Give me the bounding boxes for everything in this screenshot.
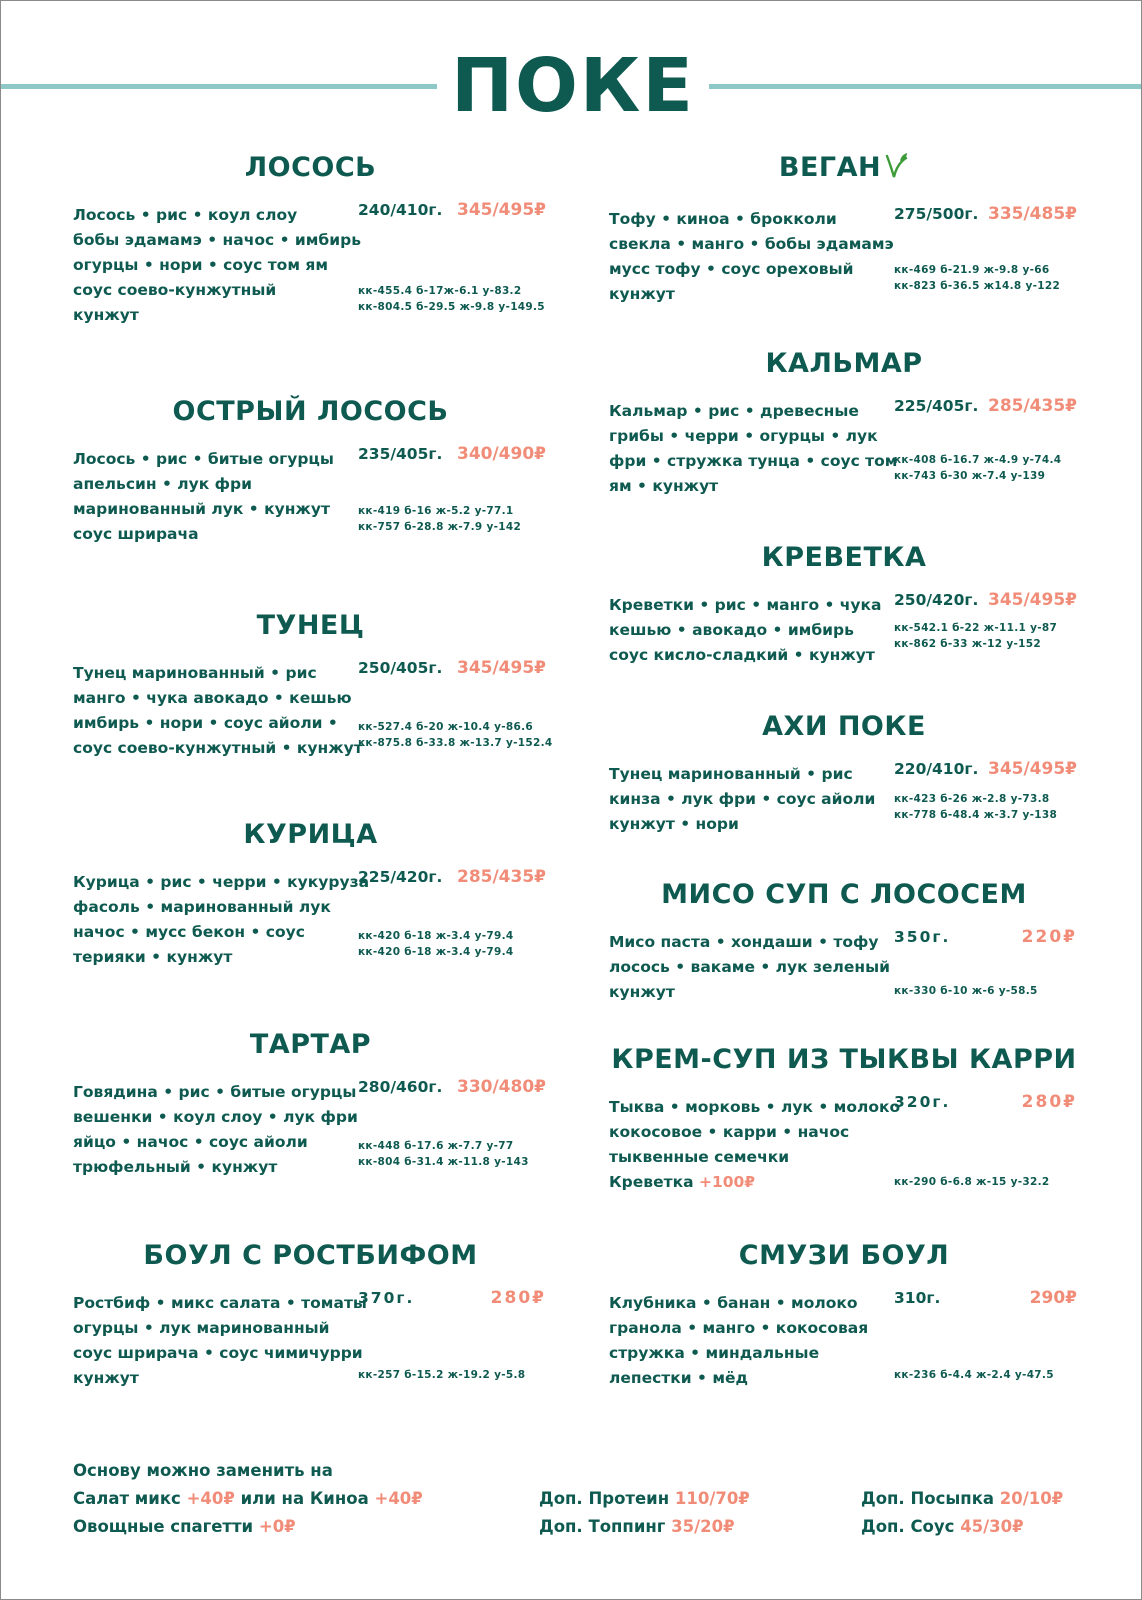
nutrition-line: кк-408 б-16.7 ж-4.9 у-74.4 — [894, 454, 1062, 466]
nutrition-line: кк-290 б-6.8 ж-15 у-32.2 — [894, 1176, 1050, 1188]
nutrition-line: кк-257 б-15.2 ж-19.2 у-5.8 — [358, 1369, 526, 1381]
item-price: 345/495₽ — [456, 200, 546, 220]
desc-line: фри • стружка тунца • соус том — [609, 452, 898, 470]
item-description — [609, 762, 889, 837]
item-body — [609, 1092, 1079, 1195]
nutrition-line: кк-448 б-17.6 ж-7.7 у-77 — [358, 1140, 514, 1152]
item-nutrition — [894, 791, 1057, 823]
item-description — [73, 661, 363, 761]
item-description — [73, 870, 370, 970]
item-body — [609, 204, 1079, 307]
nutrition-line: кк-804.5 б-29.5 ж-9.8 у-149.5 — [358, 301, 545, 313]
item-body — [73, 444, 548, 547]
nutrition-line: кк-236 б-4.4 ж-2.4 у-47.5 — [894, 1369, 1054, 1381]
nutrition-line: кк-778 б-48.4 ж-3.7 у-138 — [894, 809, 1058, 821]
desc-line: соус шрирача — [73, 525, 199, 543]
item-description — [609, 1291, 889, 1391]
desc-line: соус соево-кунжутный • кунжут — [73, 739, 363, 757]
desc-line: кунжут — [609, 983, 675, 1001]
desc-line: Тофу • киноа • брокколи — [609, 210, 837, 228]
item-nutrition — [894, 620, 1057, 652]
desc-line: ям • кунжут — [609, 477, 719, 495]
item-body — [73, 200, 548, 328]
item-nutrition — [358, 1367, 525, 1383]
nutrition-line: кк-527.4 б-20 ж-10.4 у-86.6 — [358, 721, 534, 733]
item-body — [73, 867, 548, 970]
item-description — [609, 1095, 901, 1195]
nutrition-line: кк-757 б-28.8 ж-7.9 у-142 — [358, 521, 522, 533]
menu-item-vegan — [609, 151, 1079, 307]
nutrition-line: кк-420 б-18 ж-3.4 у-79.4 — [358, 946, 514, 958]
item-description — [73, 1080, 358, 1180]
item-weight: 370г. — [358, 1289, 415, 1307]
page-title: ПОКЕ — [451, 43, 695, 129]
item-nutrition — [894, 262, 1060, 294]
item-price: 345/495₽ — [456, 658, 546, 678]
item-body — [73, 1288, 548, 1391]
item-description — [609, 930, 889, 1005]
menu-item-boul-rostbif — [73, 1239, 548, 1391]
item-body — [609, 759, 1079, 837]
item-nutrition — [894, 1367, 1054, 1383]
item-weight: 275/500г. — [894, 205, 979, 223]
footer-extras-1 — [539, 1485, 750, 1541]
base-line — [73, 1485, 423, 1513]
extra-label: Доп. Протеин — [539, 1489, 670, 1508]
desc-line: Тыква • морковь • лук • молоко — [609, 1098, 901, 1116]
item-nutrition — [358, 928, 514, 960]
desc-line: Лосось • рис • битые огурцы — [73, 450, 334, 468]
extra-line — [861, 1485, 1063, 1513]
item-title: ТАРТАР — [249, 1029, 372, 1060]
item-weight: 225/405г. — [894, 397, 979, 415]
item-description — [609, 593, 889, 668]
desc-line: кунжут — [73, 1369, 139, 1387]
nutrition-line: кк-423 б-26 ж-2.8 у-73.8 — [894, 793, 1050, 805]
item-weight: 350г. — [894, 928, 951, 946]
menu-item-krevetka — [609, 541, 1079, 668]
item-weight: 320г. — [894, 1093, 951, 1111]
desc-line: грибы • черри • огурцы • лук — [609, 427, 878, 445]
base-option-label: Овощные спагетти — [73, 1517, 254, 1536]
desc-line: кунжут — [609, 285, 675, 303]
menu-item-kurica — [73, 818, 548, 970]
extra-price: 45/30₽ — [960, 1517, 1024, 1536]
item-price: 220₽ — [1021, 927, 1077, 947]
menu-item-losos — [73, 151, 548, 328]
item-body — [609, 1288, 1079, 1391]
item-weight: 250/405г. — [358, 659, 443, 677]
desc-line: Лосось • рис • коул слоу — [73, 206, 298, 224]
desc-line: Клубника • банан • молоко — [609, 1294, 858, 1312]
item-price: 290₽ — [1029, 1288, 1077, 1308]
title-rule-right — [709, 84, 1141, 89]
item-description — [73, 447, 353, 547]
base-option-label: Салат микс — [73, 1489, 181, 1508]
item-body — [609, 590, 1079, 668]
menu-item-miso-soup — [609, 878, 1079, 1005]
item-nutrition — [358, 719, 553, 751]
desc-line: трюфельный • кунжут — [73, 1158, 278, 1176]
item-weight: 280/460г. — [358, 1078, 443, 1096]
item-title: КРЕВЕТКА — [761, 542, 927, 573]
extra-price: 35/20₽ — [671, 1517, 735, 1536]
nutrition-line: кк-875.8 б-33.8 ж-13.7 у-152.4 — [358, 737, 553, 749]
item-title: ЛОСОСЬ — [244, 152, 377, 183]
menu-item-kalmar — [609, 347, 1079, 499]
base-line — [73, 1513, 423, 1541]
item-title: БОУЛ С РОСТБИФОМ — [143, 1240, 478, 1271]
desc-line: Мисо паста • хондаши • тофу — [609, 933, 879, 951]
extra-line — [861, 1513, 1063, 1541]
desc-line: апельсин • лук фри — [73, 475, 252, 493]
item-body — [609, 396, 1079, 499]
desc-line: вешенки • коул слоу • лук фри — [73, 1108, 358, 1126]
item-weight: 310г. — [894, 1289, 941, 1307]
extra-line — [539, 1513, 750, 1541]
item-title: КУРИЦА — [243, 819, 378, 850]
desc-line: Тунец маринованный • рис — [73, 664, 317, 682]
item-nutrition — [358, 1138, 529, 1170]
item-title: АХИ ПОКЕ — [762, 711, 926, 742]
nutrition-line: кк-330 б-10 ж-6 у-58.5 — [894, 985, 1038, 997]
desc-line: кинза • лук фри • соус айоли — [609, 790, 876, 808]
base-option-price: +40₽ — [374, 1489, 423, 1508]
nutrition-line: кк-420 б-18 ж-3.4 у-79.4 — [358, 930, 514, 942]
desc-line: мусс тофу • соус ореховый — [609, 260, 854, 278]
item-price: 340/490₽ — [456, 444, 546, 464]
extra-price: 20/10₽ — [999, 1489, 1064, 1508]
item-price: 280₽ — [1021, 1092, 1077, 1112]
menu-item-smuzi-boul — [609, 1239, 1079, 1391]
desc-line: имбирь • нори • соус айоли • — [73, 714, 338, 732]
extra-line — [539, 1485, 750, 1513]
nutrition-line: кк-804 б-31.4 ж-11.8 у-143 — [358, 1156, 529, 1168]
item-nutrition — [358, 503, 521, 535]
item-body — [609, 927, 1079, 1005]
base-option-price: +0₽ — [258, 1517, 296, 1536]
desc-line: начос • мусс бекон • соус — [73, 923, 305, 941]
item-title: МИСО СУП С ЛОСОСЕМ — [661, 879, 1027, 910]
item-price: 335/485₽ — [987, 204, 1077, 224]
nutrition-line: кк-455.4 б-17ж-6.1 у-83.2 — [358, 285, 522, 297]
item-description — [609, 399, 898, 499]
desc-line: кунжут • нори — [609, 815, 739, 833]
item-weight: 240/410г. — [358, 201, 443, 219]
item-nutrition — [358, 283, 545, 315]
item-body — [73, 658, 553, 761]
desc-line: кунжут — [73, 306, 139, 324]
item-body — [73, 1077, 548, 1180]
desc-line: соус кисло-сладкий • кунжут — [609, 646, 875, 664]
nutrition-line: кк-542.1 б-22 ж-11.1 у-87 — [894, 622, 1058, 634]
desc-line: фасоль • маринованный лук — [73, 898, 331, 916]
desc-line: манго • чука авокадо • кешью — [73, 689, 352, 707]
extra-price: 110/70₽ — [674, 1489, 750, 1508]
desc-line: Ростбиф • микс салата • томаты — [73, 1294, 367, 1312]
leaf-icon — [883, 152, 909, 189]
desc-line: Курица • рис • черри • кукуруза — [73, 873, 370, 891]
extra-label: Креветка — [609, 1173, 694, 1191]
item-price: 345/495₽ — [987, 759, 1077, 779]
nutrition-line: кк-823 б-36.5 ж14.8 у-122 — [894, 280, 1061, 292]
item-title: ОСТРЫЙ ЛОСОСЬ — [172, 396, 449, 427]
desc-line: Тунец маринованный • рис — [609, 765, 853, 783]
desc-line: кешью • авокадо • имбирь — [609, 621, 854, 639]
extra-label: Доп. Соус — [861, 1517, 955, 1536]
nutrition-line: кк-743 б-30 ж-7.4 у-139 — [894, 470, 1046, 482]
base-option-price: +40₽ — [186, 1489, 235, 1508]
item-price: 280₽ — [490, 1288, 546, 1308]
menu-item-ostry-losos — [73, 395, 548, 547]
item-weight: 225/420г. — [358, 868, 443, 886]
menu-item-ahi-poke — [609, 710, 1079, 837]
desc-line: огурцы • лук маринованный — [73, 1319, 330, 1337]
footer-base-options — [73, 1457, 423, 1541]
menu-item-tartar — [73, 1028, 548, 1180]
item-nutrition — [894, 452, 1061, 484]
desc-line: яйцо • начос • соус айоли — [73, 1133, 308, 1151]
item-price: 285/435₽ — [987, 396, 1077, 416]
desc-line: Креветки • рис • манго • чука — [609, 596, 882, 614]
item-price: 345/495₽ — [987, 590, 1077, 610]
extra-label: Доп. Посыпка — [861, 1489, 995, 1508]
desc-line: кокосовое • карри • начос — [609, 1123, 850, 1141]
item-title: СМУЗИ БОУЛ — [738, 1240, 950, 1271]
desc-line: лепестки • мёд — [609, 1369, 749, 1387]
item-weight: 250/420г. — [894, 591, 979, 609]
title-rule-left — [1, 84, 437, 89]
desc-line: Кальмар • рис • древесные — [609, 402, 859, 420]
menu-item-krem-sup — [609, 1043, 1079, 1195]
item-description — [73, 1291, 367, 1391]
desc-line: соус шрирача • соус чимичурри — [73, 1344, 363, 1362]
desc-line: терияки • кунжут — [73, 948, 233, 966]
desc-line: соус соево-кунжутный — [73, 281, 277, 299]
menu-item-tunec — [73, 609, 553, 761]
item-title-text: ВЕГАН — [778, 152, 882, 183]
item-nutrition — [894, 983, 1038, 999]
desc-line-extra — [609, 1170, 889, 1195]
nutrition-line: кк-419 б-16 ж-5.2 у-77.1 — [358, 505, 514, 517]
item-price: 330/480₽ — [456, 1077, 546, 1097]
desc-line: тыквенные семечки — [609, 1148, 790, 1166]
item-description — [73, 203, 362, 328]
desc-line: огурцы • нори • соус том ям — [73, 256, 329, 274]
desc-line: Говядина • рис • битые огурцы — [73, 1083, 357, 1101]
item-nutrition — [894, 1174, 1050, 1190]
item-price: 285/435₽ — [456, 867, 546, 887]
extra-label: Доп. Топпинг — [539, 1517, 666, 1536]
desc-line: бобы эдамамэ • начос • имбирь — [73, 231, 362, 249]
base-option-label: или на Киноа — [240, 1489, 369, 1508]
item-description — [609, 207, 894, 307]
extra-price: +100₽ — [698, 1173, 756, 1191]
nutrition-line: кк-469 б-21.9 ж-9.8 у-66 — [894, 264, 1050, 276]
item-title: КАЛЬМАР — [765, 348, 923, 379]
desc-line: лосось • вакаме • лук зеленый — [609, 958, 890, 976]
item-title — [609, 151, 1079, 189]
desc-line: гранола • манго • кокосовая — [609, 1319, 869, 1337]
desc-line: маринованный лук • кунжут — [73, 500, 330, 518]
base-line: Основу можно заменить на — [73, 1461, 333, 1480]
nutrition-line: кк-862 б-33 ж-12 у-152 — [894, 638, 1041, 650]
item-title: ТУНЕЦ — [256, 610, 365, 641]
item-title: КРЕМ-СУП ИЗ ТЫКВЫ КАРРИ — [611, 1044, 1077, 1075]
footer-extras-2 — [861, 1485, 1063, 1541]
item-weight: 220/410г. — [894, 760, 979, 778]
desc-line: свекла • манго • бобы эдамамэ — [609, 235, 894, 253]
item-weight: 235/405г. — [358, 445, 443, 463]
desc-line: стружка • миндальные — [609, 1344, 820, 1362]
